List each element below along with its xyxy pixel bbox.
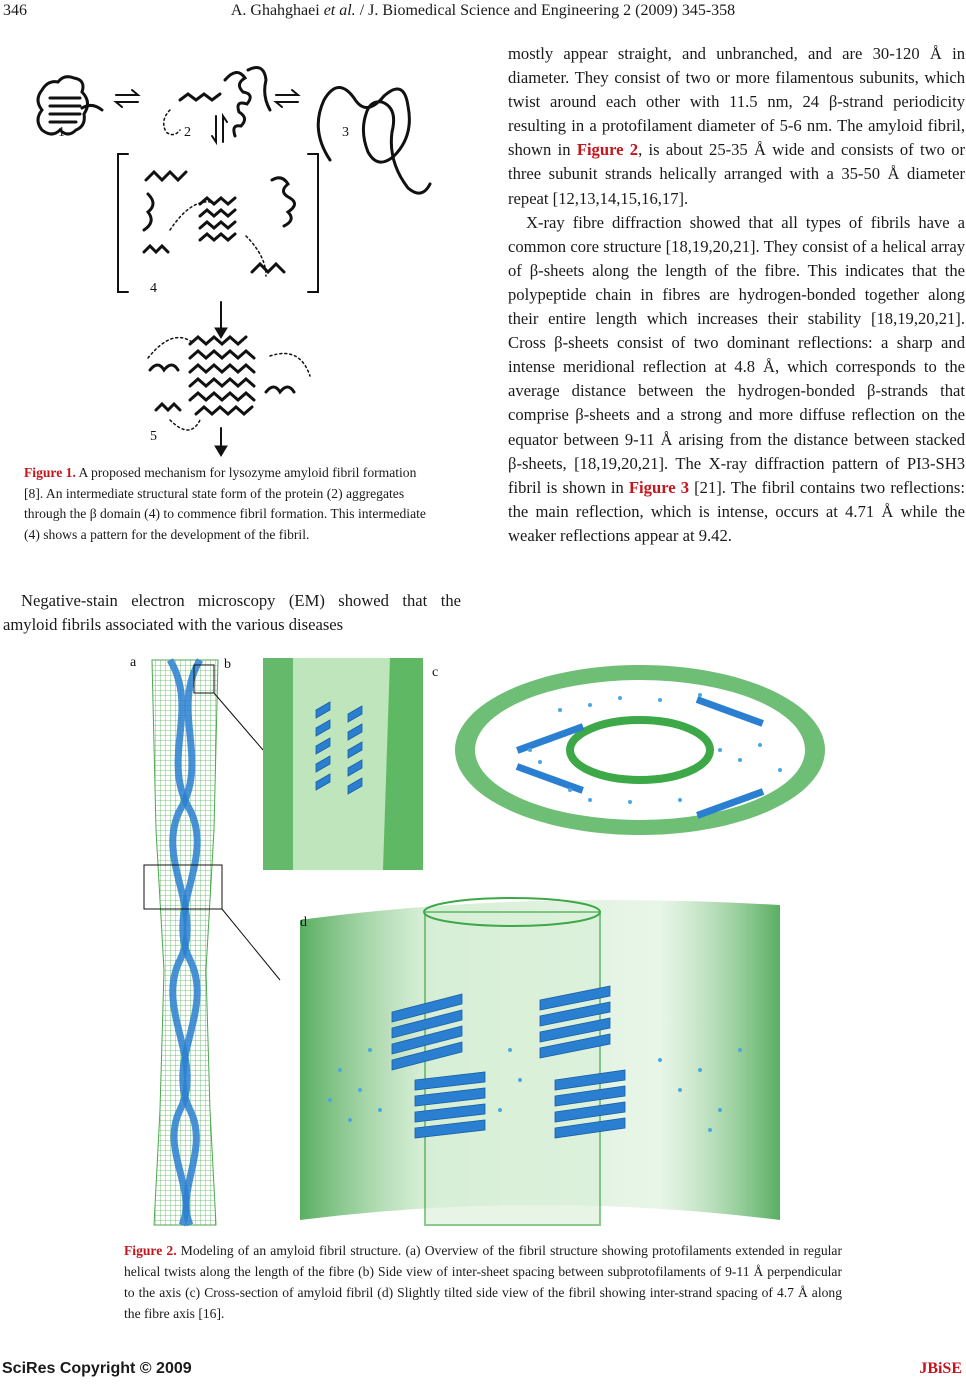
panel-b-side-view bbox=[263, 658, 423, 870]
fig1-label-4: 4 bbox=[150, 281, 157, 296]
left-column-text bbox=[3, 589, 461, 637]
fig2-panel-label-c: c bbox=[432, 665, 439, 680]
figure-3-reference-link[interactable]: Figure 3 bbox=[628, 477, 690, 497]
panel-c-cross-section bbox=[455, 665, 825, 835]
fig2-panel-label-a: a bbox=[130, 655, 137, 670]
figure-2-caption: Figure 2. Modeling of an amyloid fibril structure. (a) Overview of the fibril structure showing protofilaments extended in regular helical twists along the length of the fibre (b) Side view of inter-sheet spacing between subprotofilaments of 9-11 Å perpendicular to the axis (c) Cross-section of amyloid fibril (d) Slightly tilted side view of the fibril showing inter-strand spacing of 4.7 Å along the fibre axis [16]. bbox=[124, 1243, 842, 1321]
unfolded-state-drawing bbox=[318, 87, 430, 193]
fig2-panel-label-b: b bbox=[224, 657, 231, 672]
fibril-state-drawing bbox=[148, 337, 310, 430]
figure-2-illustration bbox=[120, 650, 840, 1230]
figure-1-caption: Figure 1. A proposed mechanism for lysozyme amyloid fibril formation [8]. An intermediate structural state form of the protein (2) aggregates through the β domain (4) to commence fibril formation. This intermediate (4) shows a pattern for the development of the fibril. bbox=[24, 465, 426, 542]
fig2-panel-label-d: d bbox=[300, 915, 307, 930]
left-paragraph-1: Negative-stain electron microscopy (EM) showed that the amyloid fibrils associated with the various diseases bbox=[3, 591, 461, 635]
page-number: 346 bbox=[3, 2, 27, 19]
fig1-label-1: 1 bbox=[58, 125, 65, 140]
right-paragraph-2: X-ray fibre diffraction showed that all types of fibrils have a common core structure [18,19,20,21]. They consist of a helical array of β-sheets along the length of the fibre. This indicates that the polypeptide chain in fibres are hydrogen-bonded together along their entire length which increases their stability [18,19,20,21]. Cross β-sheets consist of two dominant reflections: a sharp and intense meridional reflection at 4.8 Å, which corresponds to the average distance between the hydrogen-bonded β-strands that comprise β-sheets and a strong and more diffuse reflection on the equator between 9-11 Å arising from the distance between stacked β-sheets, [18,19,20,21]. The X-ray diffraction pattern of PI3-SH3 fibril is shown in Figure 3 [21]. The fibril contains two reflections: the main reflection, which is intense, occurs at 4.71 Å while the weaker reflections appear at 9.42. bbox=[508, 212, 965, 545]
footer-copyright: SciRes Copyright © 2009 bbox=[2, 1360, 192, 1377]
right-column-text bbox=[508, 42, 965, 548]
native-state-drawing bbox=[38, 77, 102, 134]
fig1-label-5: 5 bbox=[150, 429, 157, 444]
fig1-label-3: 3 bbox=[342, 125, 349, 140]
figure-2-caption-label: Figure 2. bbox=[124, 1243, 177, 1258]
panel-a-fibril-overview bbox=[144, 660, 280, 1225]
panel-d-tilted-view bbox=[300, 898, 780, 1225]
figure-2-reference-link[interactable]: Figure 2 bbox=[576, 140, 639, 160]
right-paragraph-1: mostly appear straight, and unbranched, and are 30-120 Å in diameter. They consist of two or more filamentous subunits, which twist around each other with 11.5 nm, 24 β-strand periodicity resulting in a protofilament diameter of 5-6 nm. The amyloid fibril, shown in Figure 2, is about 25-35 Å wide and consists of two or three subunit strands helically arranged with a 35-50 Å diameter repeat [12,13,14,15,16,17]. bbox=[508, 44, 965, 208]
page-header bbox=[0, 2, 966, 24]
figure-1-caption-label: Figure 1. bbox=[24, 465, 76, 480]
aggregation-state-drawing bbox=[144, 172, 295, 276]
running-title: A. Ghahghaei et al. / J. Biomedical Science and Engineering 2 (2009) 345-358 bbox=[230, 2, 736, 19]
footer-journal: JBiSE bbox=[919, 1360, 962, 1377]
fig1-label-2: 2 bbox=[184, 125, 191, 140]
figure-1-illustration bbox=[20, 40, 460, 458]
